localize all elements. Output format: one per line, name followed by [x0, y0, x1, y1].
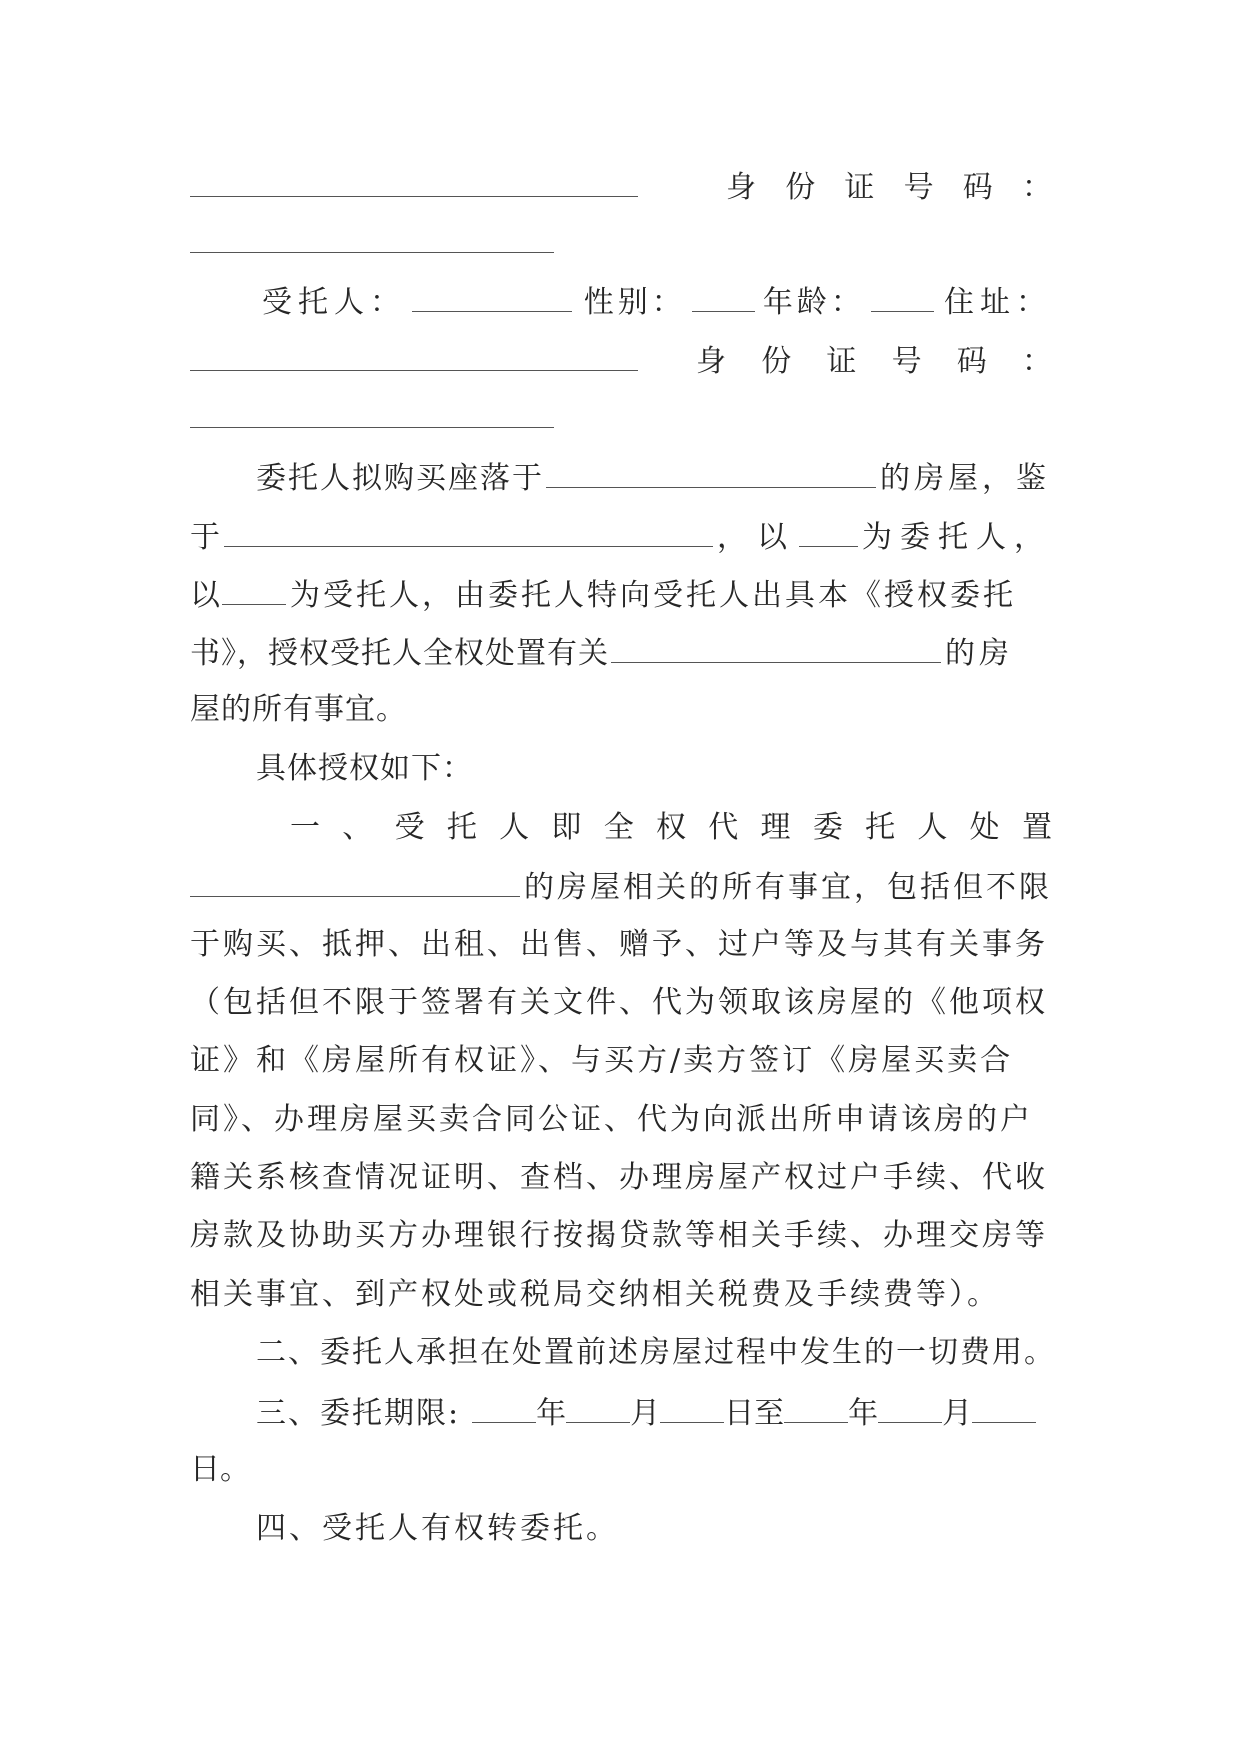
- item1-line4: （包括但不限于签署有关文件、代为领取该房屋的《他项权: [190, 985, 1048, 1020]
- item4-line: 四、受托人有权转委托。: [256, 1511, 619, 1546]
- para1-line5: 屋的所有事宜。: [190, 692, 407, 727]
- item1-line6: 同》、办理房屋买卖合同公证、代为向派出所申请该房的户: [190, 1102, 1033, 1137]
- start-month-blank: [566, 1392, 630, 1423]
- end-month-blank: [878, 1392, 942, 1423]
- agent-address-blank: [190, 340, 638, 371]
- agent-label: 受托人：: [262, 285, 406, 320]
- item1-line1: 一 、 受 托 人 即 全 权 代 理 委 托 人 处 置: [290, 810, 1052, 845]
- id-number-label: 身 份 证 号 码 ：: [726, 170, 1052, 205]
- id-number-line-2: [190, 340, 1052, 380]
- id-number-blank: [190, 222, 554, 253]
- item1-line3: 于购买、抵押、出租、出售、赠予、过户等及与其有关事务: [190, 927, 1048, 962]
- item1-property-blank: [190, 866, 520, 897]
- property-blank: [611, 632, 941, 663]
- item1-line2: 的房屋相关的所有事宜，包括但不限: [190, 866, 1052, 906]
- reason-blank: [224, 516, 713, 547]
- para1-line2: 于 ，以 为委托人，: [190, 516, 1052, 556]
- para1-line3: 以 为受托人，由委托人特向受托人出具本《授权委托: [190, 574, 1052, 614]
- para1-line4: 书》，授权受托人全权处置有关 的房: [190, 632, 1052, 672]
- property-location-blank: [546, 457, 876, 488]
- address-label: 住址：: [944, 285, 1053, 320]
- age-label: 年龄：: [762, 285, 865, 320]
- item1-line7: 籍关系核查情况证明、查档、办理房屋产权过户手续、代收: [190, 1160, 1048, 1195]
- item3-line1: 三、委托期限: 年 月 日至 年 月: [256, 1392, 1052, 1432]
- authorization-heading: 具体授权如下：: [256, 751, 473, 786]
- item1-line5: 证》和《房屋所有权证》、与买方/卖方签订《房屋买卖合: [190, 1043, 1014, 1078]
- agent-info-line: [262, 281, 1052, 321]
- agent-blank: [222, 574, 286, 605]
- gender-label: 性别：: [583, 285, 686, 320]
- item1-line8: 房款及协助买方办理银行按揭贷款等相关手续、办理交房等: [190, 1218, 1048, 1253]
- principal-blank: [799, 516, 858, 547]
- agent-id-number-blank: [190, 397, 554, 428]
- id-number-line-1: [190, 166, 1052, 206]
- item3-line2: 日。: [190, 1452, 250, 1487]
- end-day-blank: [972, 1392, 1036, 1423]
- gender-blank: [692, 281, 755, 312]
- start-year-blank: [472, 1392, 536, 1423]
- item2-line: 二、委托人承担在处置前述房屋过程中发生的一切费用。: [256, 1335, 1056, 1370]
- agent-name-blank: [412, 281, 572, 312]
- address-blank: [190, 166, 638, 197]
- agent-id-number-label: 身 份 证 号 码 ：: [696, 344, 1052, 379]
- para1-line1: 委托人拟购买座落于 的房屋，鉴: [256, 457, 1052, 497]
- id-number-blank-line-1: [190, 222, 1052, 262]
- id-number-blank-line-2: [190, 397, 1052, 437]
- age-blank: [871, 281, 934, 312]
- end-year-blank: [784, 1392, 848, 1423]
- item1-line9: 相关事宜、到产权处或税局交纳相关税费及手续费等）。: [190, 1277, 1000, 1312]
- start-day-blank: [660, 1392, 724, 1423]
